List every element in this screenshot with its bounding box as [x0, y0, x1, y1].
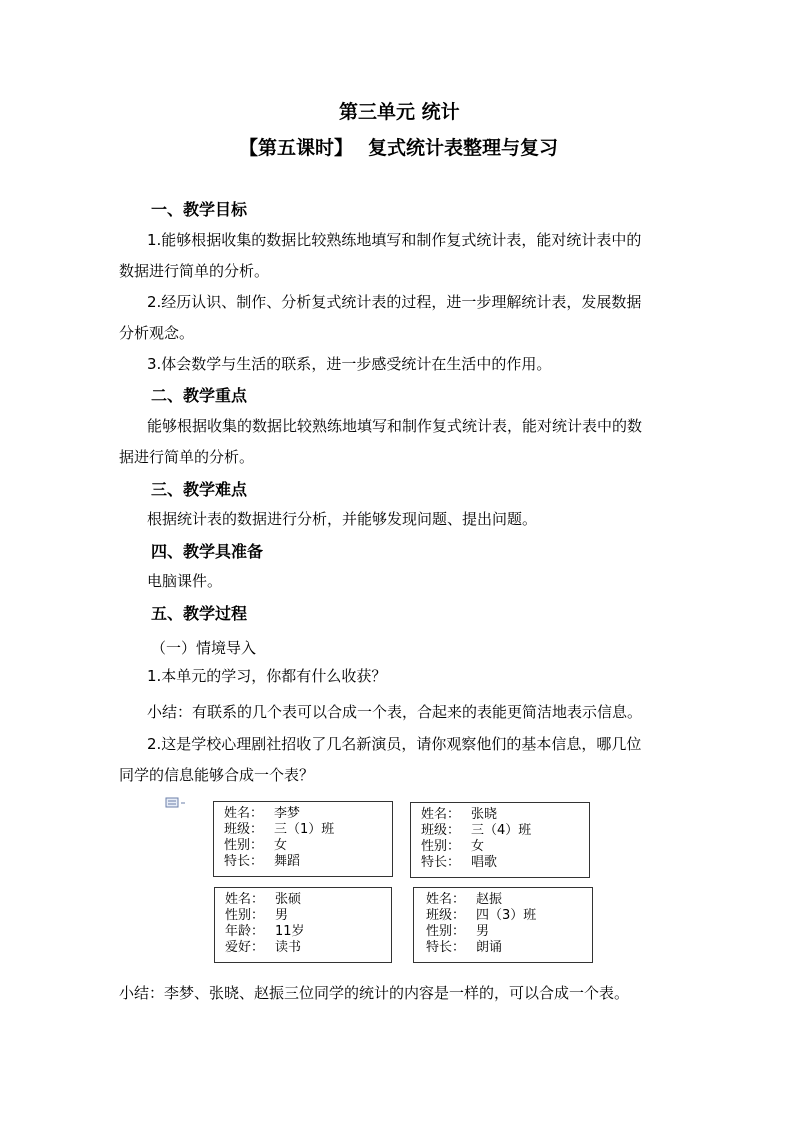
card-row: 姓名： 赵振: [426, 892, 503, 907]
difficulties-line-1: 根据统计表的数据进行分析，并能够发现问题、提出问题。: [147, 510, 538, 528]
card-row: 特长： 朗诵: [426, 940, 503, 955]
card-row: 班级： 三（1）班: [224, 822, 335, 837]
process-question-2-line-1: 2.这是学校心理剧社招收了几名新演员，请你观察他们的基本信息，哪几位: [147, 735, 642, 753]
card-row: 姓名： 张晓: [421, 807, 498, 822]
card-row: 性别： 女: [421, 839, 485, 854]
card-row: 年龄： 11岁: [225, 924, 305, 939]
section-title-process: 五、教学过程: [151, 604, 248, 623]
card-row: 班级： 四（3）班: [426, 908, 537, 923]
materials-line-1: 电脑课件。: [147, 572, 223, 590]
card-row: 特长： 舞蹈: [224, 854, 301, 869]
objective-1-line-1: 1.能够根据收集的数据比较熟练地填写和制作复式统计表，能对统计表中的: [147, 231, 642, 249]
key-points-line-1: 能够根据收集的数据比较熟练地填写和制作复式统计表，能对统计表中的数: [147, 417, 643, 435]
card-row: 特长： 唱歌: [421, 855, 498, 870]
objective-2-line-2: 分析观念。: [119, 324, 195, 342]
process-summary-1: 小结：有联系的几个表可以合成一个表，合起来的表能更简洁地表示信息。: [147, 703, 643, 721]
card-row: 班级： 三（4）班: [421, 823, 532, 838]
unit-title: 第三单元 统计: [339, 101, 460, 123]
section-title-objectives: 一、教学目标: [151, 200, 248, 219]
process-summary-2: 小结：李梦、张晓、赵振三位同学的统计的内容是一样的，可以合成一个表。: [119, 984, 630, 1002]
objective-3-line-1: 3.体会数学与生活的联系，进一步感受统计在生活中的作用。: [147, 355, 552, 373]
student-card-zhang-xiao: [410, 802, 590, 878]
section-title-materials: 四、教学具准备: [151, 542, 264, 561]
document-icon: [165, 794, 187, 806]
process-question-2-line-2: 同学的信息能够合成一个表？: [119, 766, 315, 784]
section-title-key-points: 二、教学重点: [151, 386, 248, 405]
lesson-title: 复式统计表整理与复习: [368, 137, 559, 159]
key-points-line-2: 据进行简单的分析。: [119, 448, 255, 466]
card-row: 姓名： 张硕: [225, 892, 302, 907]
student-card-zhao-zhen: [413, 887, 593, 963]
card-row: 姓名： 李梦: [224, 806, 301, 821]
card-row: 爱好： 读书: [225, 940, 302, 955]
process-subsection-1: （一）情境导入: [151, 639, 257, 657]
student-card-li-meng: [213, 801, 393, 877]
lesson-tag: 【第五课时】: [239, 137, 354, 159]
card-row: 性别： 女: [224, 838, 288, 853]
card-row: 性别： 男: [225, 908, 289, 923]
process-question-1: 1.本单元的学习，你都有什么收获？: [147, 667, 387, 685]
student-card-zhang-shuo: [214, 887, 392, 963]
objective-2-line-1: 2.经历认识、制作、分析复式统计表的过程，进一步理解统计表，发展数据: [147, 293, 642, 311]
objective-1-line-2: 数据进行简单的分析。: [119, 262, 270, 280]
card-row: 性别： 男: [426, 924, 490, 939]
section-title-difficulties: 三、教学难点: [151, 480, 248, 499]
